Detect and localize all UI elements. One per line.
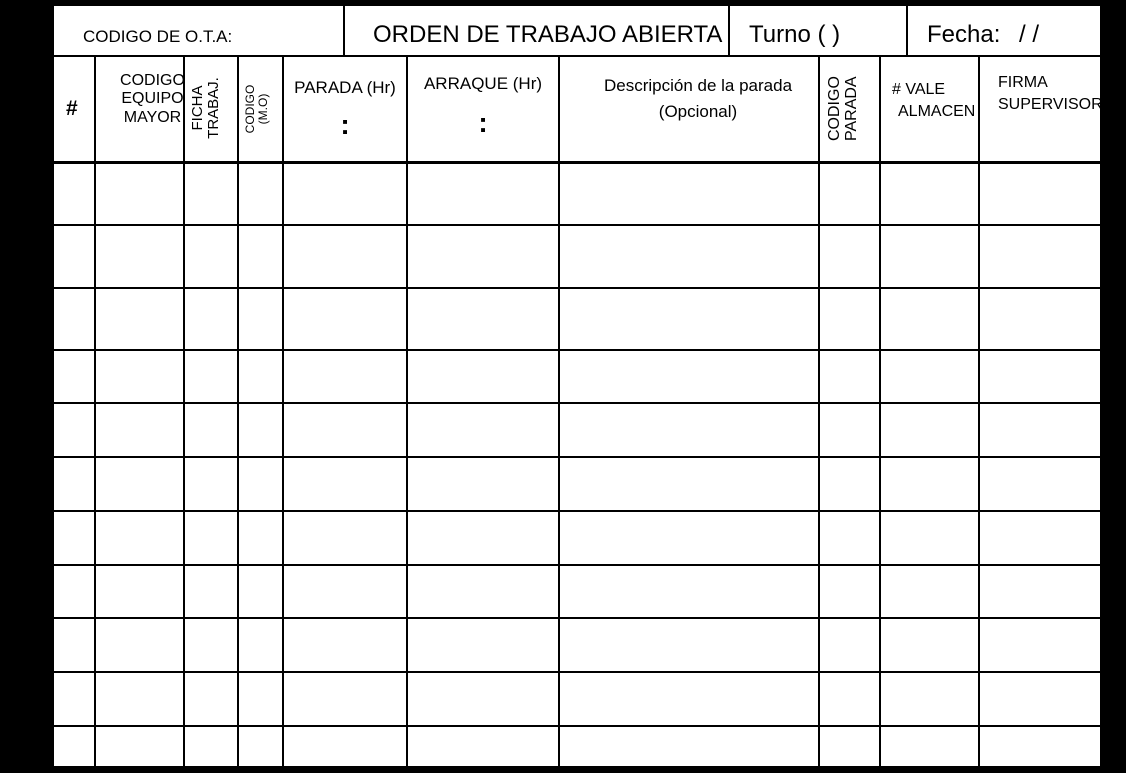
border-left [52,4,54,769]
col-major-equipment-header [105,72,200,127]
row-line [52,510,1102,512]
row-line [52,564,1102,566]
row-line [52,402,1102,404]
border-right [1100,4,1102,769]
col-stop-time-separator: : [340,109,350,140]
header-line: FIRMA [998,74,1048,91]
border-bottom [52,766,1102,769]
col-line-8 [879,56,881,768]
title-sep-3 [906,4,908,56]
ota-code-label: CODIGO DE O.T.A: [83,27,233,46]
header-line: Descripción de la parada [603,76,793,95]
row-line [52,671,1102,673]
header-line: FICHA [189,85,206,131]
col-start-time-header: ARRAQUE (Hr) [423,74,543,93]
col-line-2 [183,56,185,768]
header-line: EQUIPO [121,90,184,108]
col-line-1 [94,56,96,768]
header-line: CODIGO [826,76,843,141]
col-stop-time-header: PARADA (Hr) [294,78,396,97]
row-line [52,617,1102,619]
col-supervisor-signature-header [998,72,1103,115]
header-line: PARADA [842,76,860,141]
col-number-header: # [66,97,78,120]
header-line: (M.O) [255,93,270,125]
title-sep-1 [343,4,345,56]
header-line: CODIGO [243,84,257,134]
col-line-7 [818,56,820,768]
header-line: (Opcional) [658,101,738,121]
work-order-form [52,4,1102,769]
shift-label: Turno ( ) [749,21,841,48]
header-divider [52,161,1102,164]
col-line-5 [406,56,408,768]
col-labor-code-header [244,72,276,146]
col-line-6 [558,56,560,768]
row-line [52,349,1102,351]
col-worker-card-header [190,66,230,150]
row-line [52,456,1102,458]
title-divider [52,55,1102,57]
title-sep-2 [728,4,730,56]
header-line: ALMACEN [898,103,976,121]
col-start-time-separator: : [478,107,488,138]
header-line: TRABAJ. [204,77,222,139]
col-line-4 [282,56,284,768]
header-line: SUPERVISOR [998,95,1103,113]
col-line-9 [978,56,980,768]
col-stop-code-header [827,77,871,141]
header-line: CODIGO [120,72,185,89]
col-description-header [560,73,836,124]
col-line-3 [237,56,239,768]
date-label: Fecha: [927,21,1001,48]
date-separators: / / [1019,21,1040,48]
header-line: MAYOR [123,108,182,126]
header-line: # VALE [892,81,946,98]
row-line [52,287,1102,289]
form-title: ORDEN DE TRABAJO ABIERTA [373,21,723,48]
row-line [52,224,1102,226]
border-top [52,4,1102,6]
row-line [52,725,1102,727]
col-warehouse-voucher-header [892,79,975,124]
